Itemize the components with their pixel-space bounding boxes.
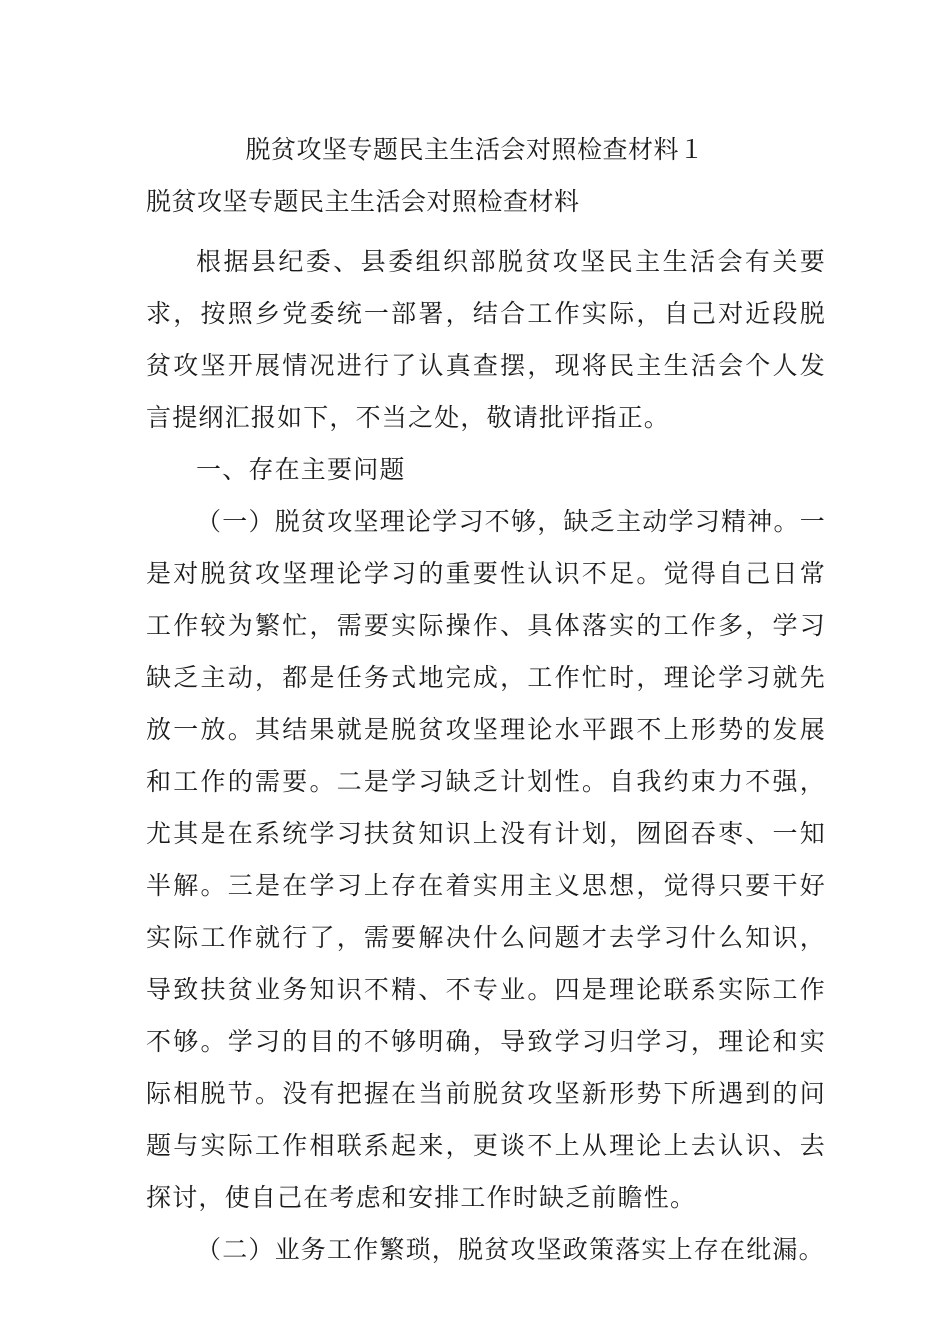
document-title: 脱贫攻坚专题民主生活会对照检查材料１ [245, 135, 705, 164]
paragraph-intro: 根据县纪委、县委组织部脱贫攻坚民主生活会有关要求，按照乡党委统一部署，结合工作实际，自己对近段脱贫攻坚开展情况进行了认真查摆，现将民主生活会个人发言提纲汇报如下，不当之处，敬请批评指正。 [146, 247, 826, 432]
paragraph-problem-2: （二）业务工作繁琐，脱贫攻坚政策落实上存在纰漏。 [196, 1235, 825, 1264]
document-subtitle: 脱贫攻坚专题民主生活会对照检查材料 [146, 187, 580, 216]
paragraph-problem-1: （一）脱贫攻坚理论学习不够，缺乏主动学习精神。一是对脱贫攻坚理论学习的重要性认识不足。觉得自己日常工作较为繁忙，需要实际操作、具体落实的工作多，学习缺乏主动，都是任务式地完成，工作忙时，理论学习就先放一放。其结果就是脱贫攻坚理论水平跟不上形势的发展和工作的需要。二是学习缺乏计划性。自我约束力不强，尤其是在系统学习扶贫知识上没有计划，囫囵吞枣、一知半解。三是在学习上存在着实用主义思想，觉得只要干好实际工作就行了，需要解决什么问题才去学习什么知识，导致扶贫业务知识不精、不专业。四是理论联系实际工作不够。学习的目的不够明确，导致学习归学习，理论和实际相脱节。没有把握在当前脱贫攻坚新形势下所遇到的问题与实际工作相联系起来，更谈不上从理论上去认识、去探讨，使自己在考虑和安排工作时缺乏前瞻性。 [146, 507, 826, 1212]
document-body [146, 236, 826, 1276]
section-heading: 一、存在主要问题 [196, 455, 406, 484]
